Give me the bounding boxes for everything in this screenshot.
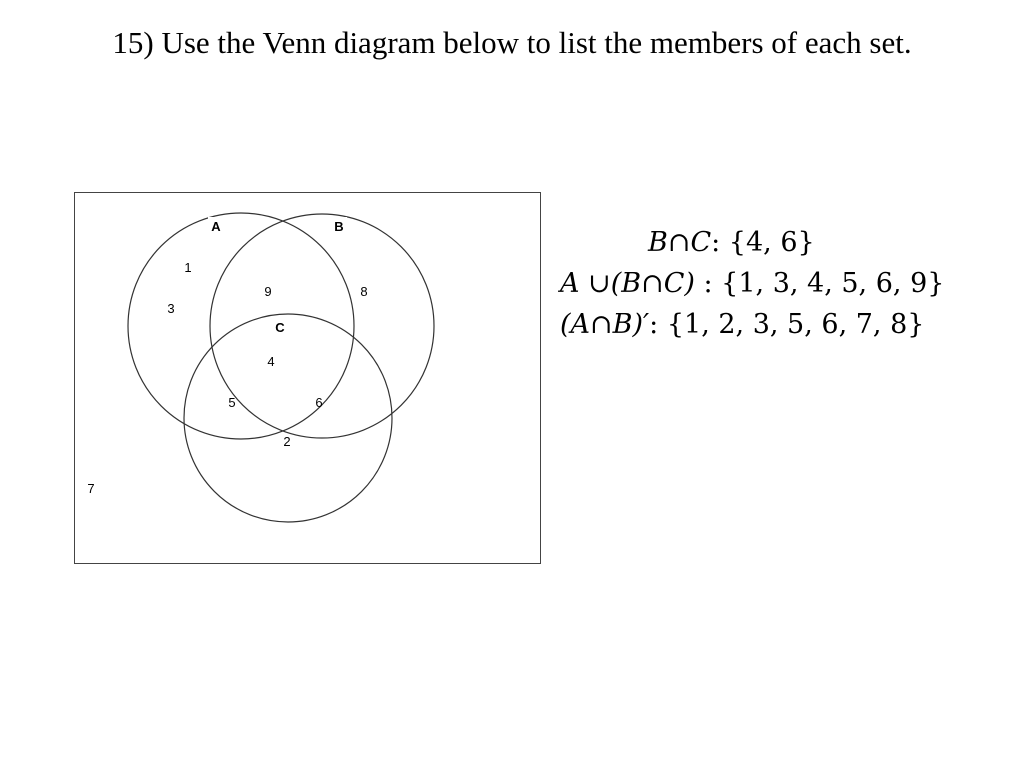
answer-a-intersect-b-complement [560, 304, 1000, 345]
member-a-and-b-only: 9 [264, 284, 272, 299]
member-a-only-1: 1 [184, 260, 192, 275]
member-b-only: 8 [360, 284, 368, 299]
set-c-label: C [275, 320, 285, 335]
answer-members: : {4, 6} [711, 227, 815, 258]
venn-diagram [74, 192, 541, 564]
set-b-label: B [334, 219, 344, 234]
member-a-b-c: 4 [267, 354, 275, 369]
answer-expression: B∩C [648, 227, 712, 258]
venn-diagram-svg [74, 192, 541, 564]
member-b-and-c-only: 6 [315, 395, 323, 410]
answer-expression: A ∪(B∩C) [560, 268, 695, 299]
member-outside: 7 [87, 481, 95, 496]
question-text: 15) Use the Venn diagram below to list the members of each set. [112, 25, 912, 60]
answer-expression: (A∩B)′ [560, 309, 650, 340]
answer-b-intersect-c [560, 222, 1000, 263]
answers-block [560, 222, 1000, 345]
set-a-label: A [211, 219, 221, 234]
member-a-only-2: 3 [167, 301, 175, 316]
answer-members: : {1, 3, 4, 5, 6, 9} [694, 268, 945, 299]
member-a-and-c-only: 5 [228, 395, 236, 410]
universal-set-rectangle [75, 193, 541, 564]
answer-members: : {1, 2, 3, 5, 6, 7, 8} [649, 309, 925, 340]
answer-a-union-b-intersect-c [560, 263, 1000, 304]
member-c-only: 2 [283, 434, 291, 449]
